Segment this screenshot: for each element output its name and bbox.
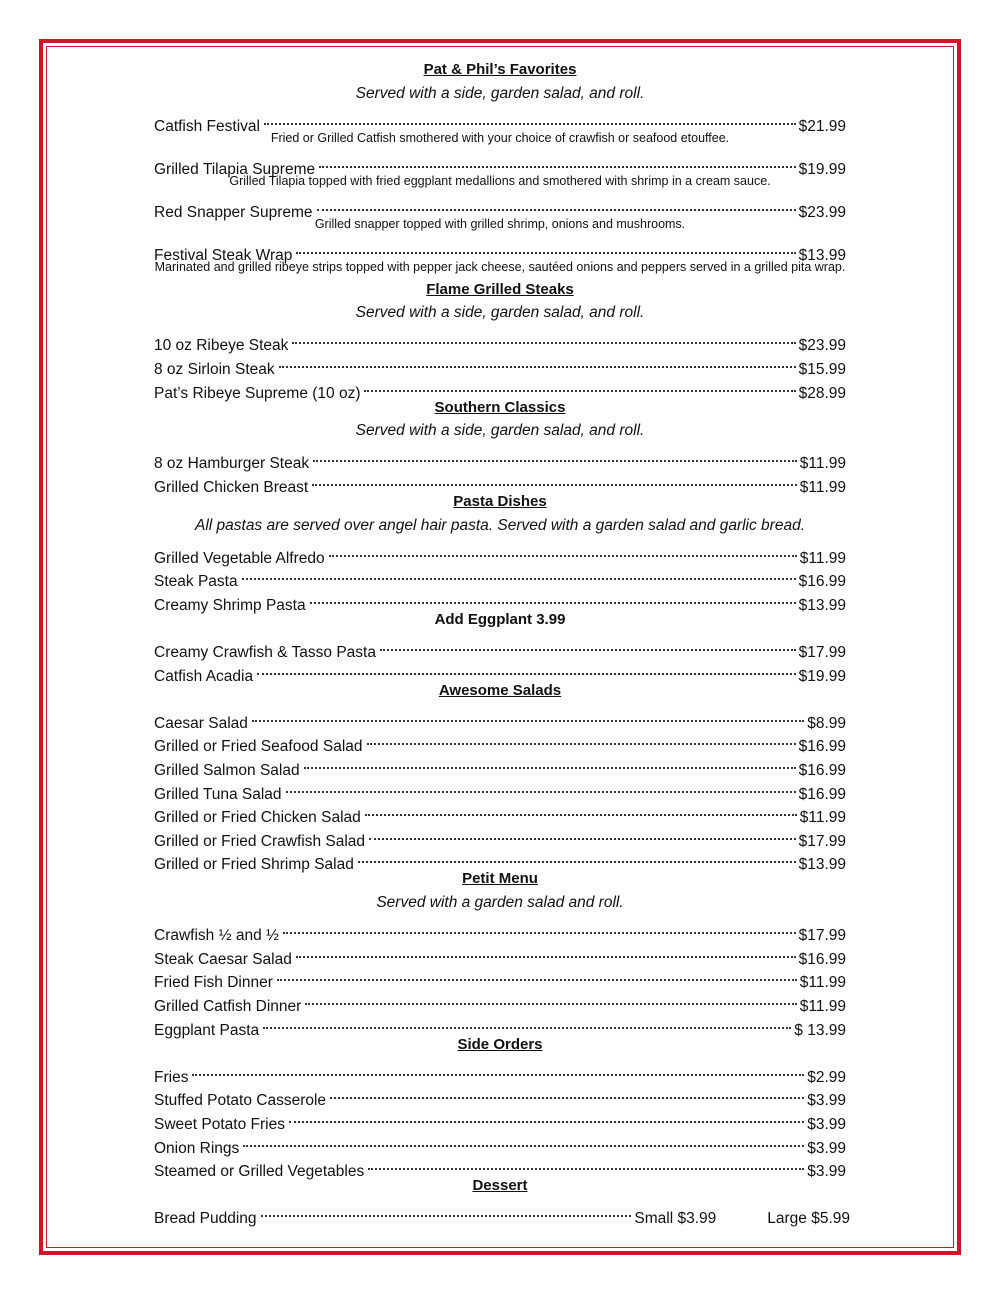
item-description: Fried or Grilled Catfish smothered with your choice of crawfish or seafood etouffee. [270, 130, 730, 145]
item-price: $23.99 [798, 337, 846, 355]
item-price: $11.99 [799, 997, 846, 1015]
item-description: Grilled Tilapia topped with fried eggplant medallions and smothered with shrimp in a cream sauce. [229, 173, 771, 188]
menu-item [154, 372, 846, 402]
item-price: $11.99 [799, 478, 846, 496]
item-description: Marinated and grilled ribeye strips topped with pepper jack cheese, sautéed onions and peppers served in a grilled pita wrap. [154, 260, 846, 275]
menu-item [154, 466, 846, 496]
dot-leader [286, 767, 796, 793]
item-name: Pat’s Ribeye Supreme (10 oz) [154, 384, 361, 402]
item-name: Steak Caesar Salad [154, 950, 292, 968]
item-price: $2.99 [807, 1068, 846, 1086]
dot-leader [312, 460, 797, 486]
dot-leader [263, 1003, 791, 1029]
item-name: Grilled or Fried Shrimp Salad [154, 856, 354, 874]
item-name: Bread Pudding [154, 1210, 257, 1228]
dot-leader [365, 791, 797, 817]
item-price: $3.99 [807, 1163, 846, 1181]
item-name: 8 oz Sirloin Steak [154, 360, 275, 378]
menu-item [154, 1009, 846, 1039]
dot-leader [305, 979, 796, 1005]
item-name: Grilled or Fried Crawfish Salad [154, 832, 366, 850]
item-price: $3.99 [807, 1139, 846, 1157]
item-price: $13.99 [798, 596, 846, 614]
item-price: $3.99 [807, 1092, 846, 1110]
item-name: 8 oz Hamburger Steak [154, 455, 310, 473]
item-price: $16.99 [798, 950, 846, 968]
menu-item-dessert [154, 1198, 850, 1228]
section-title-southern: Southern Classics [434, 398, 566, 416]
item-price: $21.99 [798, 117, 846, 135]
menu-item [154, 191, 846, 221]
item-price: $28.99 [798, 384, 846, 402]
item-name: Catfish Acadia [154, 667, 254, 685]
dot-leader [279, 342, 796, 368]
item-name: Steamed or Grilled Vegetables [154, 1163, 365, 1181]
pasta-addon: Add Eggplant 3.99 [434, 610, 566, 628]
item-name: Grilled Salmon Salad [154, 762, 300, 780]
item-price: $16.99 [798, 573, 846, 591]
dot-leader [292, 319, 795, 345]
dot-leader [319, 142, 795, 168]
dot-leader [296, 228, 795, 254]
dot-leader [192, 1050, 804, 1076]
item-price: $15.99 [798, 360, 846, 378]
item-price: $11.99 [799, 974, 846, 992]
item-price: $11.99 [799, 455, 846, 473]
dot-leader [296, 932, 796, 958]
dot-leader [369, 814, 796, 840]
item-name: Grilled Catfish Dinner [154, 997, 302, 1015]
menu-item [154, 105, 846, 135]
dot-leader [261, 1192, 632, 1218]
item-price: $13.99 [798, 856, 846, 874]
item-name: 10 oz Ribeye Steak [154, 337, 289, 355]
section-title-steaks: Flame Grilled Steaks [426, 280, 574, 298]
item-name: Onion Rings [154, 1139, 240, 1157]
item-name: Steak Pasta [154, 573, 238, 591]
item-name: Grilled Tilapia Supreme [154, 160, 316, 178]
section-title-salads: Awesome Salads [438, 681, 562, 699]
dot-leader [367, 720, 796, 746]
menu-item [154, 1151, 846, 1181]
section-title-sides: Side Orders [457, 1035, 543, 1053]
item-name: Sweet Potato Fries [154, 1115, 285, 1133]
item-name: Caesar Salad [154, 714, 248, 732]
item-price-large: Large $5.99 [767, 1210, 850, 1228]
dot-leader [257, 649, 795, 675]
item-name: Fried Fish Dinner [154, 974, 273, 992]
item-price: $11.99 [799, 549, 846, 567]
section-title-dessert: Dessert [472, 1177, 528, 1195]
dot-leader [277, 956, 797, 982]
item-name: Eggplant Pasta [154, 1021, 260, 1039]
dot-leader [289, 1097, 804, 1123]
dot-leader [243, 1121, 804, 1147]
section-note-pasta: All pastas are served over angel hair pasta. Served with a garden salad and garlic bread. [194, 516, 806, 534]
item-name: Grilled or Fried Seafood Salad [154, 738, 363, 756]
item-name: Catfish Festival [154, 117, 260, 135]
section-note-petit: Served with a garden salad and roll. [376, 894, 624, 911]
dot-leader [368, 1145, 804, 1171]
item-name: Creamy Crawfish & Tasso Pasta [154, 644, 376, 662]
section-title-pasta: Pasta Dishes [453, 492, 547, 510]
item-name: Festival Steak Wrap [154, 247, 293, 265]
dot-leader [304, 743, 796, 769]
item-price: $17.99 [798, 927, 846, 945]
item-name: Creamy Shrimp Pasta [154, 596, 306, 614]
dot-leader [364, 366, 795, 392]
item-name: Red Snapper Supreme [154, 203, 313, 221]
section-note-favorites: Served with a side, garden salad, and roll. [355, 84, 645, 102]
item-price: $17.99 [798, 644, 846, 662]
dot-leader [380, 625, 796, 651]
item-price: $13.99 [798, 247, 846, 265]
item-price: $23.99 [798, 203, 846, 221]
item-price: $ 13.99 [794, 1021, 846, 1039]
dot-leader [252, 696, 804, 722]
item-name: Grilled Vegetable Alfredo [154, 549, 325, 567]
dot-leader [329, 531, 797, 557]
dot-leader [264, 99, 796, 125]
item-description: Grilled snapper topped with grilled shrimp, onions and mushrooms. [314, 216, 686, 231]
item-price: $8.99 [807, 714, 846, 732]
menu-item [154, 655, 846, 685]
item-name: Grilled or Fried Chicken Salad [154, 809, 361, 827]
menu-item [154, 844, 846, 874]
item-name: Grilled Tuna Salad [154, 785, 282, 803]
item-price: $16.99 [798, 762, 846, 780]
item-price-small: Small $3.99 [634, 1210, 717, 1228]
item-name: Fries [154, 1068, 189, 1086]
item-price: $19.99 [798, 160, 846, 178]
dot-leader [310, 578, 796, 604]
dot-leader [313, 437, 797, 463]
menu-item [154, 584, 846, 614]
menu-page [0, 58, 1000, 1228]
dot-leader [317, 185, 796, 211]
item-price: $19.99 [798, 667, 846, 685]
section-note-southern: Served with a side, garden salad, and roll. [355, 422, 645, 440]
item-price: $16.99 [798, 738, 846, 756]
section-note-steaks: Served with a side, garden salad, and roll. [355, 304, 645, 322]
menu-item [154, 234, 846, 265]
dot-leader [358, 838, 796, 864]
item-name: Grilled Chicken Breast [154, 478, 309, 496]
item-name: Stuffed Potato Casserole [154, 1092, 327, 1110]
section-title-petit: Petit Menu [462, 870, 538, 888]
item-name: Crawfish ½ and ½ [154, 927, 279, 945]
dot-leader [242, 555, 796, 581]
item-price: $16.99 [798, 785, 846, 803]
item-price: $11.99 [799, 809, 846, 827]
item-price: $3.99 [807, 1115, 846, 1133]
item-price: $17.99 [798, 832, 846, 850]
menu-item [154, 148, 846, 178]
dot-leader [283, 909, 796, 935]
dot-leader [330, 1074, 804, 1100]
section-title-favorites: Pat & Phil’s Favorites [423, 61, 577, 78]
